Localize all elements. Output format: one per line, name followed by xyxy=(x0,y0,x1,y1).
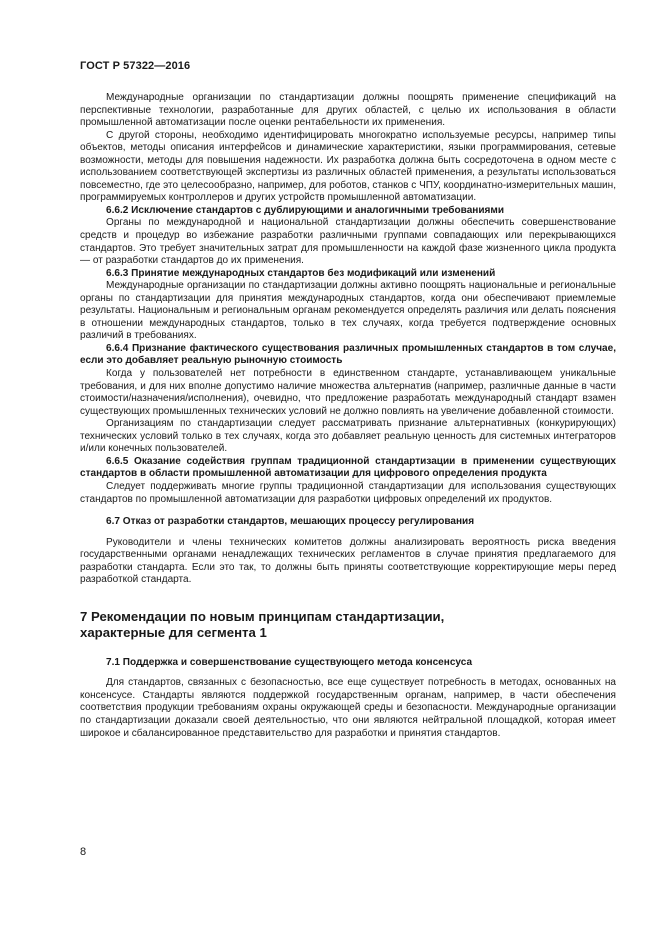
paragraph-intro-1: Международные организации по стандартизации должны поощрять применение спецификаций на перспективные технологии, разработанные для других областей, с целью их использования в области промышленной автоматизации после оценки рентабельности их применения. xyxy=(80,92,616,129)
chapter-7-title-line-2: характерные для сегмента 1 xyxy=(80,624,267,640)
heading-6-6-3: 6.6.3 Принятие международных стандартов без модификаций или изменений xyxy=(106,267,496,279)
paragraph-6-6-2: Органы по международной и национальной стандартизации должны обеспечить совершенствование средств и процедур во избежание разработки различными группами совпадающих или перекрывающихся стандартов. Это требует значительных затрат для промышленности на каждой фазе жизненного цикла продукта — от разработки стандартов до их применения. xyxy=(80,217,616,267)
heading-6-6-5: 6.6.5 Оказание содействия группам традиционной стандартизации в применении существующих стандартов в области промышленной автоматизации для цифрового определения продукта xyxy=(80,455,616,480)
paragraph-7-1: Для стандартов, связанных с безопасностью, все еще существует потребность в методах, основанных на консенсусе. Стандарты являются поддержкой государственным органам, например, в части обеспечения соответствия продукции требованиям охраны окружающей среды и безопасности. Международные организации по стандартизации доказали своей деятельностью, что они являются нейтральной площадкой, которая имеет широкое и сбалансированное представительство для разработки и принятия стандартов. xyxy=(80,677,616,739)
heading-6-6-4: 6.6.4 Признание фактического существования различных промышленных стандартов в том случае, если это добавляет реальную рыночную стоимость xyxy=(80,342,616,367)
heading-7-1: 7.1 Поддержка и совершенствование существующего метода консенсуса xyxy=(106,656,473,668)
chapter-7-heading xyxy=(80,609,616,641)
paragraph-6-6-4-a: Когда у пользователей нет потребности в единственном стандарте, устанавливающем уникальные требования, и для них вполне допустимо наличие множества альтернатив (например, различные данные в части стоимости/назначения/исполнения), очевидно, что предложение разработать международный стандарт взамен существующих промышленных технических условий не должно повлиять на увеличение добавленной стоимости. xyxy=(80,368,616,417)
paragraph-6-6-3: Международные организации по стандартизации должны активно поощрять национальные и региональные органы по стандартизации для принятия международных стандартов, когда они обеспечивают приемлемые результаты. Национальным и региональным органам рекомендуется определять различия или делать пояснения в отношении международных стандартов, только в тех случаях, когда требуется подтверждение основных различий в требованиях. xyxy=(80,280,616,342)
chapter-7-title-line-1: 7 Рекомендации по новым принципам стандартизации, xyxy=(80,608,445,624)
heading-6-6-2: 6.6.2 Исключение стандартов с дублирующими и аналогичными требованиями xyxy=(106,204,504,216)
paragraph-intro-2: С другой стороны, необходимо идентифицировать многократно используемые ресурсы, например типы объектов, методы описания интерфейсов и динамические характеристики, языки программирования, сетевые возможности, методы для повышения надежности. Их разработка должна быть сосредоточена в одном месте с использованием соответствующей экспертизы из различных областей применения, а результаты использоваться повсеместно, где это целесообразно, например, для роботов, станков с ЧПУ, координатно-измерительных машин, программируемых контроллеров и других устройств промышленной автоматизации. xyxy=(80,129,617,204)
heading-6-7: 6.7 Отказ от разработки стандартов, мешающих процессу регулирования xyxy=(106,516,475,528)
paragraph-6-6-5: Следует поддерживать многие группы традиционной стандартизации для использования существующих стандартов по промышленной автоматизации для разработки цифровых определений их продуктов. xyxy=(80,480,616,505)
document-code-header: ГОСТ Р 57322—2016 xyxy=(80,60,191,72)
paragraph-6-7: Руководители и члены технических комитетов должны анализировать вероятность риска введения государственными органами ненадлежащих технических регламентов в случае принятия предлагаемого для разработки стандарта. Если это так, то должны быть приняты соответствующие корректирующие меры перед разработкой стандарта. xyxy=(80,536,616,586)
page-number: 8 xyxy=(80,846,87,858)
document-body xyxy=(80,92,616,740)
paragraph-6-6-4-b: Организациям по стандартизации следует рассматривать признание альтернативных (конкурирующих) технических условий только в тех случаях, когда это добавляет реальную ценность для системных интеграторов и/или конечных пользователей. xyxy=(80,418,616,455)
